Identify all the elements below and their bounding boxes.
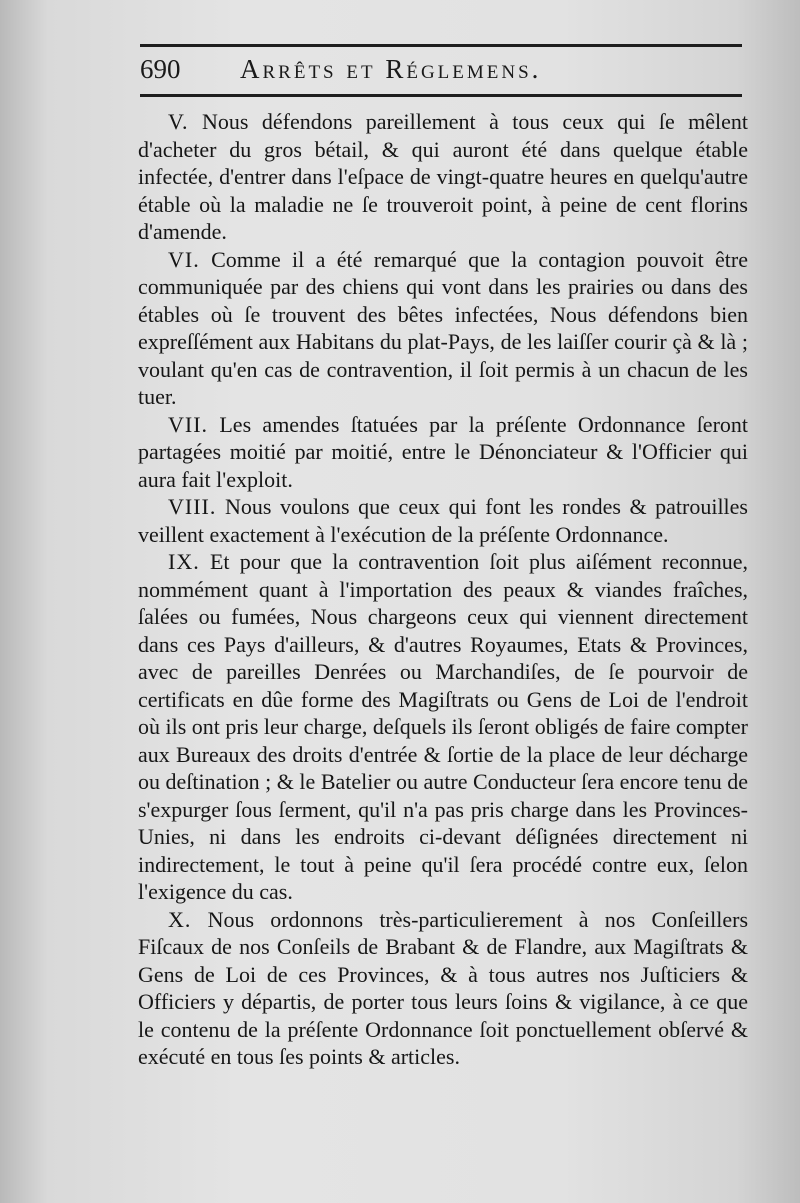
article-text: Les amendes ſtatuées par la préſente Ordonnance ſeront partagées moitié par moitié, entre le Dénonciateur & l'Officier qui aura fait l'exploit.	[138, 411, 749, 492]
article-text: Nous voulons que ceux qui font les rondes & patrouilles veillent exactement à l'exécution de la préſente Ordonnance.	[138, 494, 748, 547]
article-number: VII.	[168, 411, 209, 437]
page-number: 690	[140, 54, 181, 84]
header-top-rule	[140, 44, 742, 47]
article-text: Et pour que la contravention ſoit plus aiſément reconnue, nommément quant à l'importation des peaux & viandes fraîches, ſalées ou fumées, Nous chargeons ceux qui viennent directement dans ces Pays d'ailleurs, & d'autres Royaumes, Etats & Provinces, avec de pareilles Denrées ou Marchandiſes, de ſe pourvoir de certificats en dûe forme des Magiſtrats ou Gens de Loi de l'endroit où ils ont pris leur charge, deſquels ils ſeront obligés de faire compter aux Bureaux des droits d'entrée & ſortie de la place de leur décharge ou deſtination ; & le Batelier ou autre Conducteur ſera encore tenu de s'expurger ſous ſerment, qu'il n'a pas pris charge dans les Provinces-Unies, ni dans les endroits ci-devant déſignées directement ni indirectement, le tout à peine qu'il ſera procédé contre eux, ſelon l'exigence du cas.	[138, 549, 748, 904]
article-vii	[138, 411, 748, 494]
article-number: V.	[168, 109, 189, 134]
article-number: VI.	[168, 246, 200, 272]
article-text: Nous ordonnons très-particulierement à nos Conſeillers Fiſcaux de nos Conſeils de Brabant & de Flandre, aux Magiſtrats & Gens de Loi de ces Provinces, & à tous autres nos Juſticiers & Officiers y départis, de porter tous leurs ſoins & vigilance, à ce que le contenu de la préſente Ordonnance ſoit ponctuellement obſervé & exécuté en tous ſes points & articles.	[138, 906, 749, 1069]
article-ix	[138, 548, 748, 906]
running-title: Arrêts et Réglemens.	[240, 54, 542, 84]
article-number: VIII.	[168, 494, 217, 519]
article-number: IX.	[168, 549, 200, 574]
article-v	[138, 108, 748, 246]
article-x	[138, 906, 748, 1071]
page-header	[140, 44, 742, 96]
page-body	[138, 108, 748, 1071]
article-text: Nous défendons pareillement à tous ceux qui ſe mêlent d'acheter du gros bétail, & qui auront été dans quelque étable infectée, d'entrer dans l'eſpace de vingt-quatre heures en quelqu'autre étable où la maladie ne ſe trouveroit point, à peine de cent florins d'amende.	[138, 109, 748, 244]
article-number: X.	[168, 906, 192, 932]
article-viii	[138, 493, 748, 548]
header-bottom-rule	[140, 94, 742, 97]
article-text: Comme il a été remarqué que la contagion pouvoit être communiquée par des chiens qui vont dans les prairies ou dans des étables où ſe trouvent des bêtes infectées, Nous défendons bien expreſſément aux Habitans du plat-Pays, de les laiſſer courir çà & là ; voulant qu'en cas de contravention, il ſoit permis à un chacun de les tuer.	[138, 246, 748, 409]
article-vi	[138, 246, 748, 411]
